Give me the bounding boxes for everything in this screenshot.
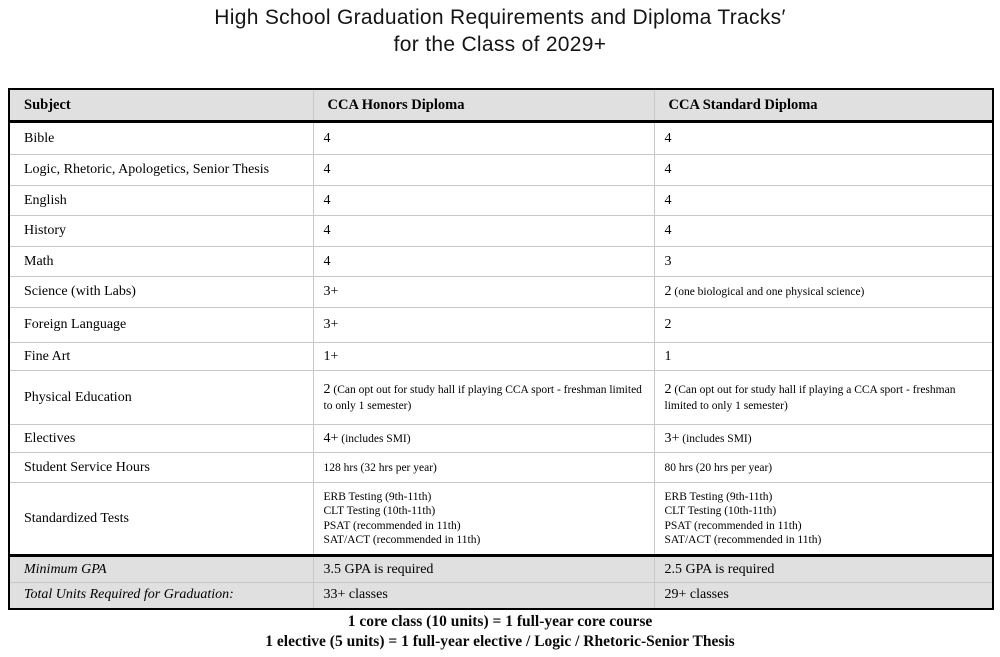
value-cell (313, 583, 654, 609)
value-main: 1 (664, 348, 672, 364)
value-cell (313, 425, 654, 453)
test-line: PSAT (recommended in 11th) (664, 519, 802, 532)
test-line: CLT Testing (10th-11th) (664, 505, 777, 517)
table-row (9, 425, 993, 453)
column-header-subject: Subject (9, 89, 313, 122)
value-cell (654, 247, 993, 277)
value-main: 3+ (323, 284, 339, 299)
table-row (9, 122, 993, 155)
table-body (9, 122, 993, 609)
value-cell (654, 308, 993, 343)
value-main: 4 (323, 223, 331, 238)
value-note: (Can opt out for study hall if playing CCA sport - freshman limited to only 1 semester) (323, 383, 642, 412)
table-row (9, 483, 993, 556)
table-row (9, 371, 993, 425)
test-line: SAT/ACT (recommended in 11th) (323, 534, 481, 546)
column-header-honors-diploma: CCA Honors Diploma (313, 89, 654, 122)
table-row (9, 556, 993, 583)
subject-cell: Total Units Required for Graduation: (9, 583, 313, 609)
subject-cell: Electives (9, 425, 313, 453)
value-cell (654, 186, 993, 216)
table-row (9, 308, 993, 343)
value-main: 3.5 GPA is required (323, 561, 434, 577)
value-main: 4 (323, 130, 331, 146)
value-cell (654, 453, 993, 483)
value-main: 3+ (664, 430, 680, 446)
subject-cell: Science (with Labs) (9, 277, 313, 308)
value-main: 4 (664, 162, 672, 177)
test-line: ERB Testing (9th-11th) (323, 490, 432, 503)
table-row (9, 343, 993, 371)
value-cell (654, 371, 993, 425)
value-cell (654, 483, 993, 556)
value-note: (Can opt out for study hall if playing a CCA sport - freshman limited to only 1 semester) (664, 383, 956, 412)
value-note: (includes SMI) (338, 432, 411, 445)
subject-cell: Student Service Hours (9, 453, 313, 483)
value-main: 2.5 GPA is required (664, 561, 775, 577)
value-main: 4+ (323, 430, 339, 446)
value-note: (includes SMI) (679, 432, 752, 445)
page-title-line1: High School Graduation Requirements and Diploma Tracks′ (214, 6, 786, 29)
value-main: 2 (323, 381, 331, 397)
value-main: 4 (323, 162, 331, 177)
value-small: 80 hrs (20 hrs per year) (664, 461, 773, 474)
subject-cell: Foreign Language (9, 308, 313, 343)
value-main: 4 (664, 223, 672, 238)
footer-note-line2: 1 elective (5 units) = 1 full-year elective / Logic / Rhetoric-Senior Thesis (265, 633, 735, 650)
value-main: 2 (664, 284, 672, 299)
subject-cell: Bible (9, 122, 313, 155)
subject-cell: Physical Education (9, 371, 313, 425)
value-main: 1+ (323, 348, 339, 364)
footer-note (0, 612, 1000, 652)
value-cell (654, 155, 993, 186)
table-row (9, 247, 993, 277)
value-cell (654, 556, 993, 583)
value-cell (313, 277, 654, 308)
value-cell (654, 343, 993, 371)
value-small: 128 hrs (32 hrs per year) (323, 461, 437, 474)
value-cell (313, 343, 654, 371)
value-main: 33+ classes (323, 587, 388, 603)
value-main: 2 (664, 381, 672, 397)
value-main: 2 (664, 317, 672, 332)
value-cell (313, 155, 654, 186)
value-cell (654, 122, 993, 155)
value-main: 3+ (323, 317, 339, 332)
table-header-row (9, 89, 993, 122)
value-main: 4 (323, 192, 331, 208)
value-cell (313, 483, 654, 556)
footer-note-line1: 1 core class (10 units) = 1 full-year core course (347, 613, 653, 630)
table-row (9, 186, 993, 216)
value-main: 4 (323, 253, 331, 269)
value-cell (313, 453, 654, 483)
value-main: 3 (664, 253, 672, 269)
value-main: 29+ classes (664, 587, 729, 603)
value-cell (313, 186, 654, 216)
subject-cell: History (9, 216, 313, 247)
value-cell (313, 122, 654, 155)
page-title (0, 4, 1000, 58)
test-line: PSAT (recommended in 11th) (323, 519, 461, 532)
value-main: 4 (664, 192, 672, 208)
value-note: (one biological and one physical science) (671, 286, 865, 298)
value-cell (313, 216, 654, 247)
graduation-requirements-table (8, 88, 994, 610)
table-row (9, 277, 993, 308)
column-header-standard-diploma: CCA Standard Diploma (654, 89, 993, 122)
subject-cell: English (9, 186, 313, 216)
subject-cell: Logic, Rhetoric, Apologetics, Senior Thesis (9, 155, 313, 186)
value-cell (313, 556, 654, 583)
table-row (9, 155, 993, 186)
value-cell (654, 583, 993, 609)
page-title-line2: for the Class of 2029+ (393, 33, 607, 56)
table-row (9, 453, 993, 483)
value-cell (654, 425, 993, 453)
table-row (9, 583, 993, 609)
value-cell (313, 247, 654, 277)
value-cell (313, 308, 654, 343)
value-main: 4 (664, 130, 672, 146)
subject-cell: Math (9, 247, 313, 277)
test-line: CLT Testing (10th-11th) (323, 505, 436, 517)
value-cell (654, 216, 993, 247)
table-row (9, 216, 993, 247)
subject-cell: Standardized Tests (9, 483, 313, 556)
value-cell (313, 371, 654, 425)
subject-cell: Minimum GPA (9, 556, 313, 583)
value-cell (654, 277, 993, 308)
test-line: ERB Testing (9th-11th) (664, 490, 773, 503)
subject-cell: Fine Art (9, 343, 313, 371)
test-line: SAT/ACT (recommended in 11th) (664, 534, 822, 546)
